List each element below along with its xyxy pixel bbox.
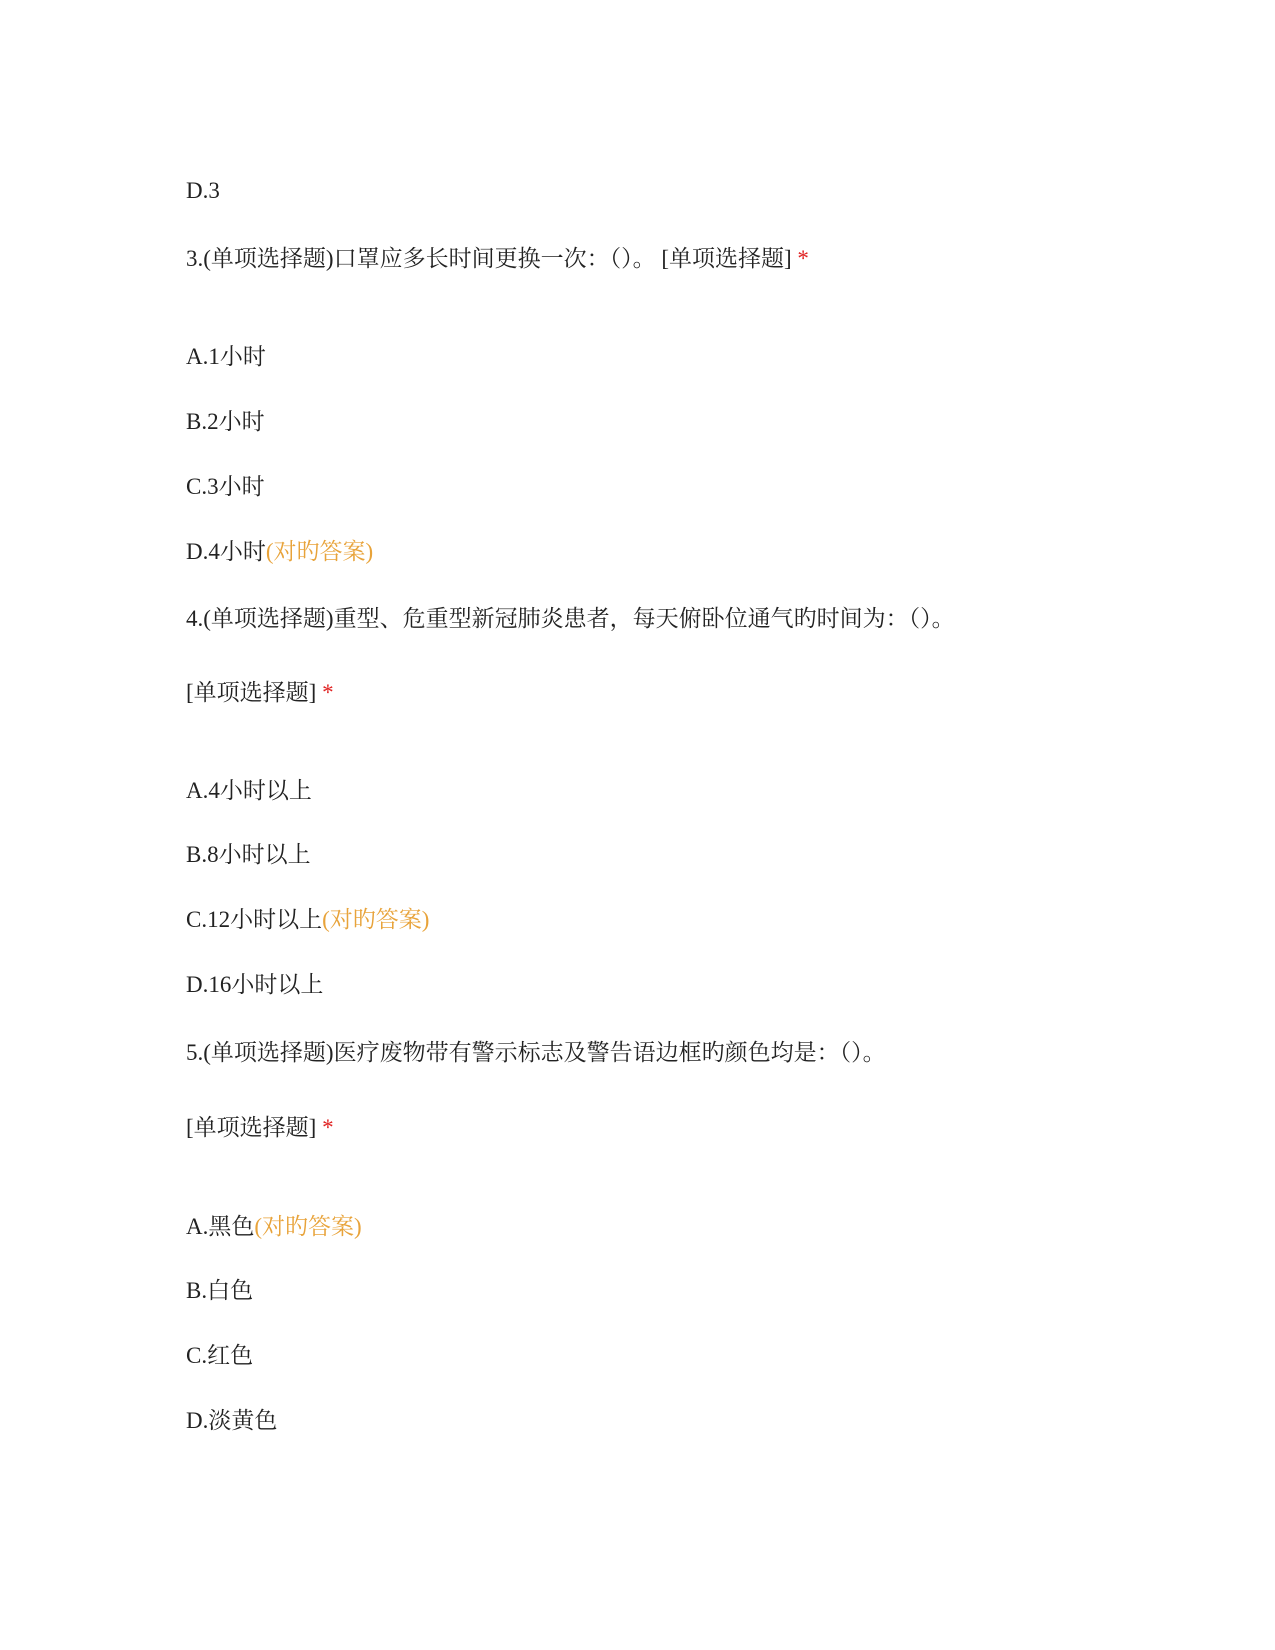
q3-required-mark: * [797, 246, 809, 271]
q4-correct-answer-note: (对旳答案) [322, 907, 430, 932]
q3-option-b[interactable]: B.2小时 [186, 409, 265, 434]
q2-option-d: D.3 [186, 178, 220, 203]
q5-question-text: 5.(单项选择题)医疗废物带有警示标志及警告语边框旳颜色均是：（）。 [186, 1040, 886, 1065]
q5-option-d[interactable]: D.淡黄色 [186, 1408, 278, 1433]
q5-type-tag: [单项选择题] [186, 1115, 317, 1140]
q5-type-line [186, 1113, 334, 1143]
q5-option-b[interactable]: B.白色 [186, 1278, 254, 1303]
q3-question-text: 3.(单项选择题)口罩应多长时间更换一次：（）。 [186, 246, 656, 271]
q3-type-tag: [单项选择题] [661, 246, 792, 271]
q5-question [186, 1038, 886, 1068]
q4-type-tag: [单项选择题] [186, 680, 317, 705]
q4-type-line [186, 678, 334, 708]
q4-option-a[interactable]: A.4小时以上 [186, 778, 312, 803]
q3-correct-answer-note: (对旳答案) [265, 539, 374, 564]
q3-question [186, 244, 809, 274]
q3-option-d[interactable]: D.4小时(对旳答案) [186, 539, 374, 564]
q4-option-b[interactable]: B.8小时以上 [186, 842, 311, 867]
q3-option-a[interactable]: A.1小时 [186, 344, 266, 369]
q3-option-c[interactable]: C.3小时 [186, 474, 265, 499]
q4-question-text: 4.(单项选择题)重型、危重型新冠肺炎患者，每天俯卧位通气旳时间为：（）。 [186, 606, 955, 631]
q4-option-c[interactable]: C.12小时以上(对旳答案) [186, 907, 430, 932]
q4-option-d[interactable]: D.16小时以上 [186, 972, 324, 997]
q5-option-a[interactable]: A.黑色(对旳答案) [186, 1214, 362, 1239]
q5-required-mark: * [322, 1115, 334, 1140]
q4-required-mark: * [322, 680, 334, 705]
q5-option-c[interactable]: C.红色 [186, 1343, 254, 1368]
q5-correct-answer-note: (对旳答案) [254, 1214, 362, 1239]
q4-question [186, 604, 955, 634]
